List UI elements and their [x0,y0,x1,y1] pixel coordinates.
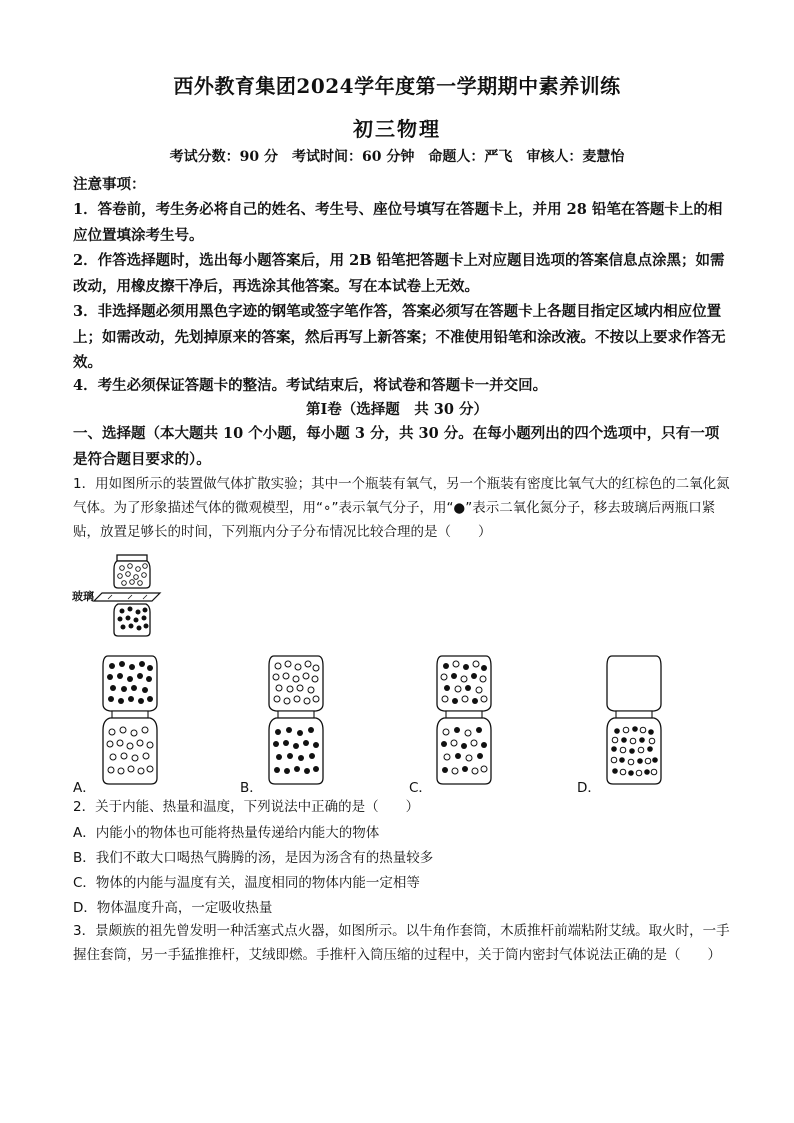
exam-subject: 初三物理 [353,117,441,141]
notice-item-1: 1．答卷前，考生务必将自己的姓名、考生号、座位号填写在答题卡上，并用 28 铅笔在答题卡上的相应位置填涂考生号。 [73,201,723,244]
option-d-label: D． [577,780,601,796]
notice-heading: 注意事项： [73,176,146,193]
question-2-option-c: C．物体的内能与温度有关，温度相同的物体内能一定相等 [73,875,420,891]
option-a-figure [100,652,160,787]
option-c-figure [434,652,494,787]
notice-item-2: 2．作答选择题时，选出每小题答案后，用 2B 铅笔把答题卡上对应题目选项的答案信息点涂黑；如需改动，用橡皮擦干净后，再选涂其他答案。写在本试卷上无效。 [73,252,725,295]
section-instructions: 一、选择题（本大题共 10 个小题，每小题 3 分，共 30 分。在每小题列出的四个选项中，只有一项是符合题目要求的）。 [73,425,720,468]
question-2-option-d: D．物体温度升高，一定吸收热量 [73,900,273,916]
question-3-stem: 3．景颇族的祖先曾发明一种活塞式点火器，如图所示。以牛角作套筒，木质推杆前端粘附艾绒。取火时，一手握住套筒，另一手猛推推杆，艾绒即燃。手推杆入筒压缩的过程中，关于筒内密封气体说法正确的是（ ） [73,923,730,963]
notice-item-3: 3．非选择题必须用黑色字迹的钢笔或签字笔作答，答案必须写在答题卡上各题目指定区域内相应位置上；如需改动，先划掉原来的答案，然后再写上新答案；不准使用铅笔和涂改液。不按以上要求作答无效。 [73,303,726,371]
exam-meta: 考试分数：90 分 考试时间：60 分钟 命题人：严飞 审核人：麦慧怡 [169,149,625,165]
question-2-stem: 2．关于内能、热量和温度，下列说法中正确的是（ ） [73,799,420,815]
option-b-label: B． [240,780,263,796]
section-title: 第Ⅰ卷（选择题 共 30 分） [305,401,489,418]
notice-item-4: 4．考生必须保证答题卡的整洁。考试结束后，将试卷和答题卡一并交回。 [73,377,548,394]
option-d-figure [604,652,664,787]
question-2-option-a: A．内能小的物体也可能将热量传递给内能大的物体 [73,825,380,841]
option-b-figure [266,652,326,787]
question-1-stem: 1．用如图所示的装置做气体扩散实验；其中一个瓶装有氧气，另一个瓶装有密度比氧气大的红棕色的二氧化氮气体。为了形象描述气体的微观模型，用“∘”表示氧气分子，用“●”表示二氧化氮分子，移去玻璃后两瓶口紧贴，放置足够长的时间，下列瓶内分子分布情况比较合理的是（ ） [73,476,730,540]
option-a-label: A． [73,780,96,796]
exam-title: 西外教育集团2024学年度第一学期期中素养训练 [173,74,621,98]
question-2-option-b: B．我们不敢大口喝热气腾腾的汤，是因为汤含有的热量较多 [73,850,434,866]
option-c-label: C． [409,780,432,796]
glass-label: 玻璃 [72,590,94,603]
